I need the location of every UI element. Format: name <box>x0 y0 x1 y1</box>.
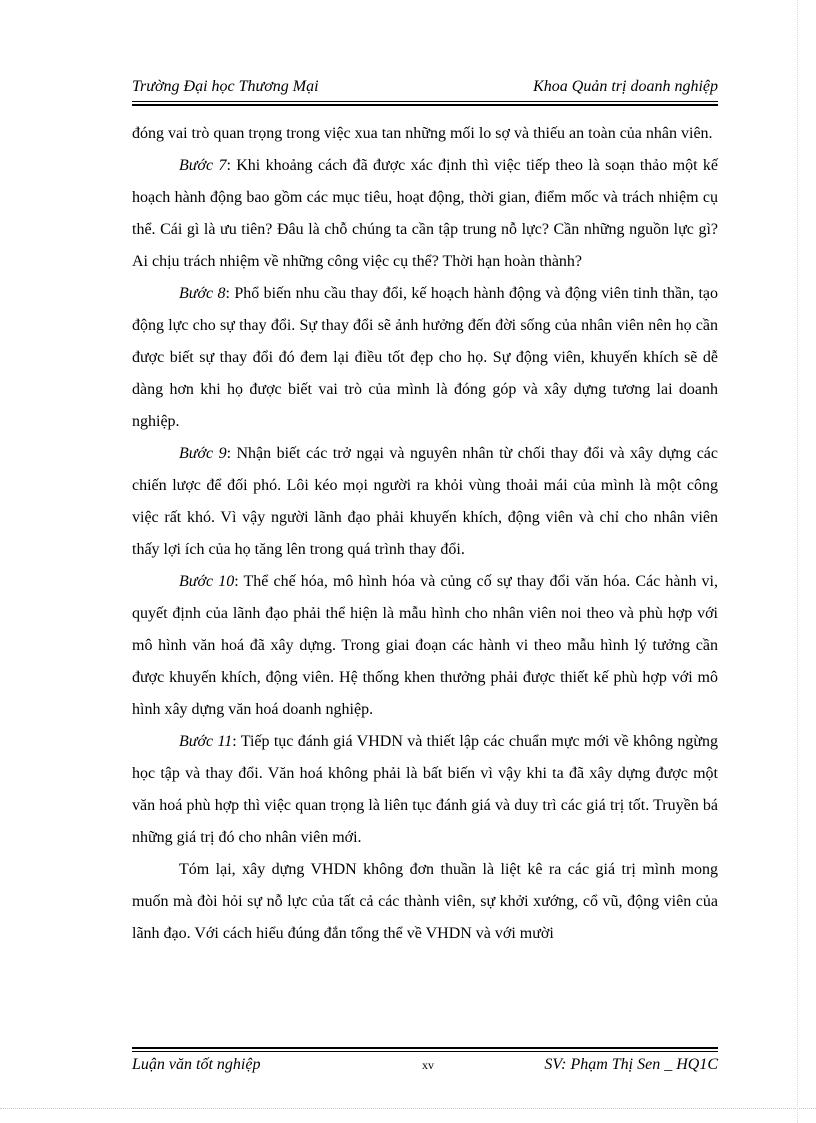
footer-student-info: SV: Phạm Thị Sen _ HQ1C <box>544 1056 718 1073</box>
page-number: xv <box>422 1058 434 1072</box>
paragraph-step-8 <box>132 278 718 438</box>
paragraph-text: đóng vai trò quan trọng trong việc xua tan những mối lo sợ và thiếu an toàn của nhân viên. <box>132 125 713 142</box>
step-label: Bước 8 <box>179 285 226 302</box>
page-header <box>132 78 718 100</box>
paragraph-step-7 <box>132 150 718 278</box>
header-rule-thin <box>132 101 718 102</box>
footer-rule-thick <box>132 1047 718 1049</box>
page-edge-bottom <box>0 1108 816 1109</box>
step-label: Bước 11 <box>179 733 233 750</box>
page-footer <box>132 1056 718 1078</box>
paragraph-step-9 <box>132 438 718 566</box>
paragraph-text: : Phổ biến nhu cầu thay đổi, kế hoạch hành động và động viên tinh thần, tạo động lực cho sự thay đổi. Sự thay đổi sẽ ảnh hưởng đến đời sống của nhân viên nên họ cần được biết sự thay đổi đó đem lại điều tốt đẹp cho họ. Sự động viên, khuyến khích sẽ dễ dàng hơn khi họ được biết vai trò của mình là đóng góp và xây dựng tương lai doanh nghiệp. <box>132 285 719 430</box>
paragraph-text: Tóm lại, xây dựng VHDN không đơn thuần là liệt kê ra các giá trị mình mong muốn mà đòi hỏi sự nỗ lực của tất cả các thành viên, sự khởi xướng, cổ vũ, động viên của lãnh đạo. Với cách hiểu đúng đắn tổng thể về VHDN và với mười <box>132 861 718 942</box>
body-text <box>132 118 718 950</box>
paragraph-step-11 <box>132 726 718 854</box>
header-faculty-name: Khoa Quản trị doanh nghiệp <box>533 78 718 95</box>
paragraph-text: : Khi khoảng cách đã được xác định thì việc tiếp theo là soạn thảo một kế hoạch hành động bao gồm các mục tiêu, hoạt động, thời gian, điểm mốc và trách nhiệm cụ thể. Cái gì là ưu tiên? Đâu là chỗ chúng ta cần tập trung nỗ lực? Cần những nguồn lực gì? Ai chịu trách nhiệm về những công việc cụ thể? Thời hạn hoàn thành? <box>132 157 719 270</box>
step-label: Bước 7 <box>179 157 227 174</box>
paragraph-summary <box>132 854 718 950</box>
step-label: Bước 10 <box>179 573 235 590</box>
step-label: Bước 9 <box>179 445 227 462</box>
paragraph-text: : Tiếp tục đánh giá VHDN và thiết lập các chuẩn mực mới về không ngừng học tập và thay đổi. Văn hoá không phải là bất biến vì vậy khi ta đã xây dựng được một văn hoá phù hợp thì việc quan trọng là liên tục đánh giá và duy trì các giá trị tốt. Truyền bá những giá trị đó cho nhân viên mới. <box>132 733 719 846</box>
header-school-name: Trường Đại học Thương Mại <box>132 78 319 95</box>
page-edge-right <box>797 0 798 1123</box>
paragraph-text: : Nhận biết các trở ngại và nguyên nhân từ chối thay đổi và xây dựng các chiến lược để đối phó. Lôi kéo mọi người ra khỏi vùng thoải mái của mình là một công việc rất khó. Vì vậy người lãnh đạo phải khuyến khích, động viên và chỉ cho nhân viên thấy lợi ích của họ tăng lên trong quá trình thay đổi. <box>132 445 719 558</box>
header-rule-thick <box>132 104 718 106</box>
paragraph-continuation <box>132 118 718 150</box>
paragraph-step-10 <box>132 566 718 726</box>
footer-thesis-label: Luận văn tốt nghiệp <box>132 1056 261 1073</box>
paragraph-text: : Thể chế hóa, mô hình hóa và củng cố sự thay đổi văn hóa. Các hành vi, quyết định của lãnh đạo phải thể hiện là mẫu hình cho nhân viên noi theo và phù hợp với mô hình văn hoá đã xây dựng. Trong giai đoạn các hành vi theo mẫu hình lý tưởng cần được khuyến khích, động viên. Hệ thống khen thưởng phải được thiết kế phù hợp với mô hình xây dựng văn hoá doanh nghiệp. <box>132 573 719 718</box>
footer-rule-thin <box>132 1051 718 1052</box>
